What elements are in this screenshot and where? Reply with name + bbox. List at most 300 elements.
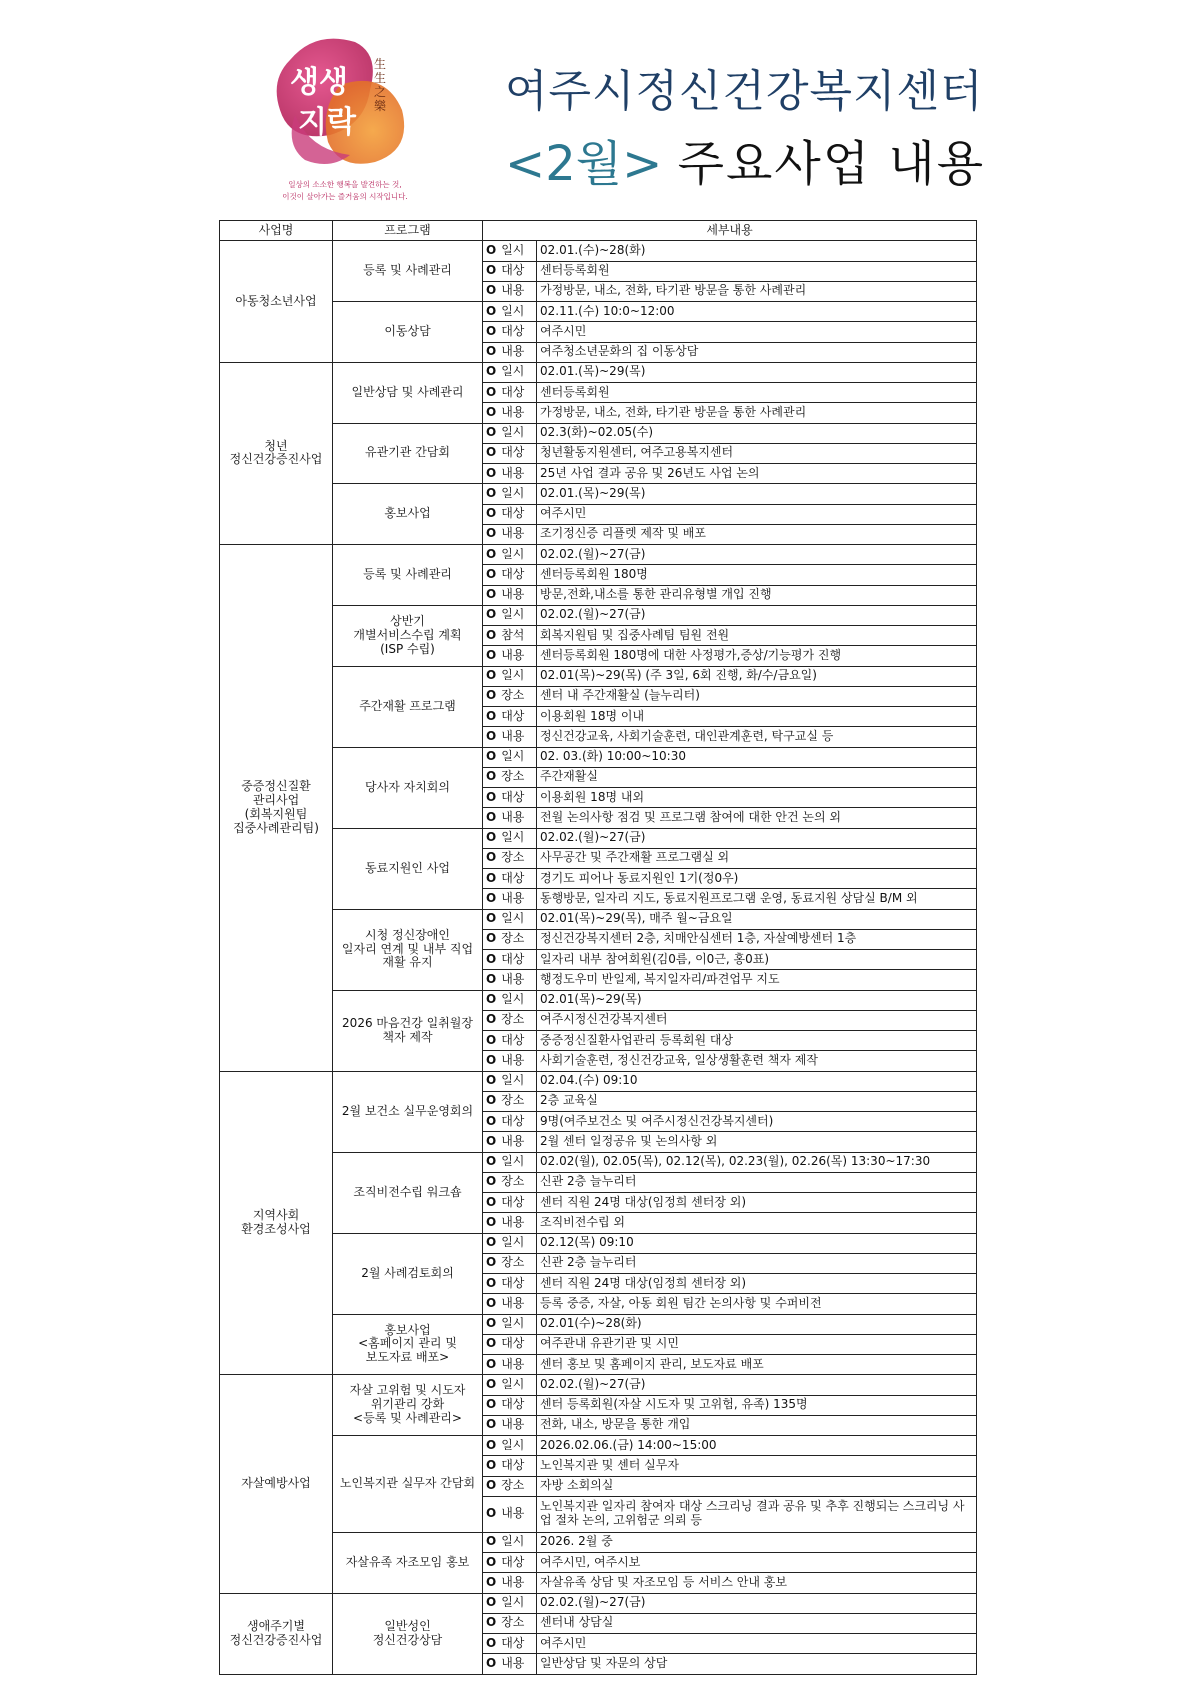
detail-label [483, 484, 537, 504]
detail-value: 자살유족 상담 및 자조모임 등 서비스 안내 홍보 [537, 1573, 977, 1593]
detail-value: 25년 사업 결과 공유 및 26년도 사업 논의 [537, 464, 977, 484]
detail-label-text: 일시 [501, 485, 525, 500]
bullet-circle: O [486, 425, 497, 440]
detail-value: 센터등록회원 [537, 383, 977, 403]
detail-label-text: 일시 [501, 830, 525, 845]
detail-value: 경기도 피어나 동료지원인 1기(정0우) [537, 869, 977, 889]
detail-label-text: 내용 [501, 890, 525, 905]
detail-value: 가정방문, 내소, 전화, 타기관 방문을 통한 사례관리 [537, 403, 977, 423]
detail-label [483, 828, 537, 848]
bullet-circle: O [486, 263, 497, 278]
program-name: 2월 사례검토회의 [333, 1233, 483, 1314]
detail-label [483, 342, 537, 362]
detail-label [483, 686, 537, 706]
table-row [220, 1532, 977, 1552]
bullet-circle: O [486, 607, 497, 622]
detail-label-text: 장소 [501, 688, 525, 703]
detail-label-text: 참석 [501, 627, 525, 642]
business-name: 생애주기별 정신건강증진사업 [220, 1593, 333, 1674]
detail-value: 02.3(화)~02.05(수) [537, 423, 977, 443]
detail-label-text: 대상 [501, 1275, 525, 1290]
detail-value: 2026.02.06.(금) 14:00~15:00 [537, 1436, 977, 1456]
detail-label [483, 565, 537, 585]
detail-value: 02.01(목)~29(목) (주 3일, 6회 진행, 화/수/금요일) [537, 666, 977, 686]
detail-label [483, 1395, 537, 1415]
detail-label-text: 대상 [501, 1194, 525, 1209]
table-row [220, 1314, 977, 1334]
bullet-circle: O [486, 850, 497, 865]
detail-value: 조직비전수립 외 [537, 1213, 977, 1233]
bullet-circle: O [486, 728, 497, 743]
detail-label-text: 대상 [501, 789, 525, 804]
logo-text-top: 생생 [290, 65, 348, 100]
detail-value: 사무공간 및 주간재활 프로그램실 외 [537, 848, 977, 868]
detail-label [483, 1593, 537, 1613]
detail-label-text: 장소 [501, 850, 525, 865]
bullet-circle: O [486, 1478, 497, 1493]
logo-tagline-1: 일상의 소소한 행복을 발견하는 것, [288, 180, 402, 189]
bullet-circle: O [486, 870, 497, 885]
detail-label [483, 808, 537, 828]
detail-value: 노인복지관 일자리 참여자 대상 스크리닝 결과 공유 및 추후 진행되는 스크리닝 사업 절차 논의, 고위험군 의뢰 등 [537, 1496, 977, 1532]
detail-label-text: 내용 [501, 1574, 525, 1589]
bullet-circle: O [486, 344, 497, 359]
program-name: 일반성인 정신건강상담 [333, 1593, 483, 1674]
detail-label [483, 1573, 537, 1593]
detail-label [483, 1031, 537, 1051]
bullet-circle: O [486, 1534, 497, 1549]
detail-label [483, 1172, 537, 1192]
detail-value: 2층 교육실 [537, 1091, 977, 1111]
program-table [219, 220, 977, 1675]
bullet-circle: O [486, 566, 497, 581]
detail-label [483, 1532, 537, 1552]
detail-label [483, 1233, 537, 1253]
bullet-circle: O [486, 506, 497, 521]
detail-value: 센터 홍보 및 홈페이지 관리, 보도자료 배포 [537, 1355, 977, 1375]
program-name: 홍보사업 [333, 484, 483, 545]
bullet-circle: O [486, 1417, 497, 1432]
detail-value: 02.01(수)~28(화) [537, 1314, 977, 1334]
table-row [220, 1071, 977, 1091]
detail-value: 02.01.(수)~28(화) [537, 241, 977, 261]
detail-label-text: 대상 [501, 1554, 525, 1569]
detail-label [483, 241, 537, 261]
detail-label-text: 장소 [501, 1012, 525, 1027]
program-name: 노인복지관 실무자 간담회 [333, 1436, 483, 1533]
detail-label-text: 내용 [501, 283, 525, 298]
detail-value: 조기정신증 리플렛 제작 및 배포 [537, 524, 977, 544]
table-row [220, 990, 977, 1010]
business-name: 청년 정신건강증진사업 [220, 362, 333, 544]
detail-label [483, 504, 537, 524]
detail-label-text: 일시 [501, 1235, 525, 1250]
detail-value: 여주시정신건강복지센터 [537, 1010, 977, 1030]
bullet-circle: O [486, 1275, 497, 1290]
detail-label-text: 내용 [501, 1295, 525, 1310]
detail-value: 센터등록회원 180명 [537, 565, 977, 585]
logo-graphic [270, 30, 420, 205]
detail-label [483, 1274, 537, 1294]
program-name: 2026 마음건강 일취월장 책자 제작 [333, 990, 483, 1071]
detail-value: 센터 직원 24명 대상(임정희 센터장 외) [537, 1193, 977, 1213]
detail-label [483, 1496, 537, 1532]
bullet-circle: O [486, 1595, 497, 1610]
program-name: 상반기 개별서비스수립 계획 (ISP 수립) [333, 605, 483, 666]
detail-label-text: 내용 [501, 1133, 525, 1148]
detail-label [483, 261, 537, 281]
table-row [220, 302, 977, 322]
table-row [220, 362, 977, 382]
detail-label [483, 1071, 537, 1091]
bullet-circle: O [486, 1554, 497, 1569]
table-header-row [220, 221, 977, 241]
detail-label [483, 929, 537, 949]
detail-value: 정신건강복지센터 2층, 치매안심센터 1층, 자살예방센터 1층 [537, 929, 977, 949]
detail-label [483, 626, 537, 646]
detail-label [483, 1334, 537, 1354]
detail-label-text: 대상 [501, 323, 525, 338]
detail-value: 9명(여주보건소 및 여주시정신건강복지센터) [537, 1112, 977, 1132]
bullet-circle: O [486, 587, 497, 602]
detail-label-text: 대상 [501, 263, 525, 278]
detail-label-text: 내용 [501, 404, 525, 419]
bullet-circle: O [486, 1194, 497, 1209]
bullet-circle: O [486, 1457, 497, 1472]
detail-value: 센터등록회원 [537, 261, 977, 281]
program-name: 자살유족 자조모임 홍보 [333, 1532, 483, 1593]
detail-value: 02.12(목) 09:10 [537, 1233, 977, 1253]
detail-label-text: 일시 [501, 911, 525, 926]
detail-label [483, 524, 537, 544]
bullet-circle: O [486, 1032, 497, 1047]
detail-label-text: 일시 [501, 749, 525, 764]
bullet-circle: O [486, 1073, 497, 1088]
detail-label-text: 일시 [501, 1073, 525, 1088]
table-row [220, 484, 977, 504]
detail-label-text: 대상 [501, 1397, 525, 1412]
bullet-circle: O [486, 1154, 497, 1169]
detail-label-text: 내용 [501, 465, 525, 480]
header-program: 프로그램 [333, 221, 483, 241]
detail-value: 2월 센터 일정공유 및 논의사항 외 [537, 1132, 977, 1152]
detail-value: 이용회원 18명 내외 [537, 788, 977, 808]
detail-label [483, 990, 537, 1010]
detail-label [483, 950, 537, 970]
bullet-circle: O [486, 1574, 497, 1589]
detail-label-text: 내용 [501, 526, 525, 541]
detail-label-text: 내용 [501, 1417, 525, 1432]
detail-value: 가정방문, 내소, 전화, 타기관 방문을 통한 사례관리 [537, 281, 977, 301]
bullet-circle: O [486, 911, 497, 926]
bullet-circle: O [486, 546, 497, 561]
detail-value: 방문,전화,내소를 통한 관리유형별 개입 진행 [537, 585, 977, 605]
bullet-circle: O [486, 1506, 497, 1521]
program-name: 시청 정신장애인 일자리 연계 및 내부 직업 재활 유지 [333, 909, 483, 990]
bullet-circle: O [486, 809, 497, 824]
table-row [220, 1593, 977, 1613]
detail-label-text: 내용 [501, 1655, 525, 1670]
detail-label [483, 1091, 537, 1111]
detail-value: 02.02.(월)~27(금) [537, 545, 977, 565]
detail-label [483, 1634, 537, 1654]
detail-value: 센터등록회원 180명에 대한 사정평가,증상/기능평가 진행 [537, 646, 977, 666]
detail-label [483, 848, 537, 868]
detail-label-text: 장소 [501, 931, 525, 946]
detail-label-text: 대상 [501, 384, 525, 399]
bullet-circle: O [486, 931, 497, 946]
detail-label [483, 1314, 537, 1334]
detail-value: 노인복지관 및 센터 실무자 [537, 1456, 977, 1476]
bullet-circle: O [486, 465, 497, 480]
bullet-circle: O [486, 1052, 497, 1067]
detail-label-text: 일시 [501, 1437, 525, 1452]
table-row [220, 545, 977, 565]
bullet-circle: O [486, 1113, 497, 1128]
bullet-circle: O [486, 1655, 497, 1670]
detail-label [483, 970, 537, 990]
detail-label [483, 1132, 537, 1152]
bullet-circle: O [486, 749, 497, 764]
detail-value: 여주시민, 여주시보 [537, 1553, 977, 1573]
detail-label-text: 내용 [501, 1506, 525, 1521]
bullet-circle: O [486, 1356, 497, 1371]
bullet-circle: O [486, 789, 497, 804]
logo-hanja: 生生之樂 [374, 57, 387, 113]
bullet-circle: O [486, 526, 497, 541]
detail-value: 02.02.(월)~27(금) [537, 1593, 977, 1613]
detail-value: 신관 2층 늘누리터 [537, 1172, 977, 1192]
business-name: 아동청소년사업 [220, 241, 333, 363]
detail-label [483, 545, 537, 565]
detail-label [483, 707, 537, 727]
detail-label [483, 605, 537, 625]
program-name: 주간재활 프로그램 [333, 666, 483, 747]
detail-value: 02.02.(월)~27(금) [537, 605, 977, 625]
detail-label [483, 1112, 537, 1132]
subtitle-text: 주요사업 내용 [677, 136, 986, 192]
detail-label-text: 일시 [501, 303, 525, 318]
program-name: 홍보사업 <홈페이지 관리 및 보도자료 배포> [333, 1314, 483, 1375]
detail-label-text: 장소 [501, 1255, 525, 1270]
table-row [220, 423, 977, 443]
bullet-circle: O [486, 688, 497, 703]
detail-value: 회복지원팀 및 집중사례팀 팀원 전원 [537, 626, 977, 646]
detail-label-text: 일시 [501, 1376, 525, 1391]
detail-value: 센터 직원 24명 대상(임정희 센터장 외) [537, 1274, 977, 1294]
detail-value: 02.02.(월)~27(금) [537, 1375, 977, 1395]
detail-label [483, 1476, 537, 1496]
table-row [220, 605, 977, 625]
detail-value: 02.01(목)~29(목) [537, 990, 977, 1010]
detail-label-text: 대상 [501, 1113, 525, 1128]
month-label: <2월> [505, 136, 663, 192]
detail-label-text: 대상 [501, 951, 525, 966]
detail-label [483, 1613, 537, 1633]
detail-label-text: 대상 [501, 1336, 525, 1351]
bullet-circle: O [486, 992, 497, 1007]
detail-label-text: 대상 [501, 870, 525, 885]
detail-value: 여주청소년문화의 집 이동상담 [537, 342, 977, 362]
table-row [220, 747, 977, 767]
bullet-circle: O [486, 1316, 497, 1331]
detail-label-text: 대상 [501, 445, 525, 460]
bullet-circle: O [486, 1376, 497, 1391]
table-row [220, 241, 977, 261]
bullet-circle: O [486, 708, 497, 723]
detail-label [483, 1436, 537, 1456]
program-name: 당사자 자치회의 [333, 747, 483, 828]
detail-label [483, 1294, 537, 1314]
detail-label [483, 403, 537, 423]
bullet-circle: O [486, 323, 497, 338]
detail-value: 중증정신질환사업관리 등록회원 대상 [537, 1031, 977, 1051]
bullet-circle: O [486, 1397, 497, 1412]
detail-label [483, 383, 537, 403]
detail-value: 02.11.(수) 10:0~12:00 [537, 302, 977, 322]
detail-label [483, 322, 537, 342]
detail-value: 정신건강교육, 사회기술훈련, 대인관계훈련, 탁구교실 등 [537, 727, 977, 747]
program-name: 이동상담 [333, 302, 483, 363]
detail-label [483, 869, 537, 889]
table-row [220, 828, 977, 848]
business-name: 자살예방사업 [220, 1375, 333, 1593]
detail-label-text: 내용 [501, 344, 525, 359]
detail-label-text: 일시 [501, 546, 525, 561]
detail-label [483, 464, 537, 484]
detail-value: 이용회원 18명 이내 [537, 707, 977, 727]
detail-label [483, 1152, 537, 1172]
bullet-circle: O [486, 769, 497, 784]
detail-label-text: 일시 [501, 364, 525, 379]
detail-value: 02.04.(수) 09:10 [537, 1071, 977, 1091]
detail-value: 02. 03.(화) 10:00~10:30 [537, 747, 977, 767]
program-name: 자살 고위험 및 시도자 위기관리 강화 <등록 및 사례관리> [333, 1375, 483, 1436]
detail-value: 동행방문, 일자리 지도, 동료지원프로그램 운영, 동료지원 상담실 B/M 외 [537, 889, 977, 909]
detail-label-text: 일시 [501, 1595, 525, 1610]
detail-label [483, 281, 537, 301]
detail-label [483, 1193, 537, 1213]
detail-label [483, 1010, 537, 1030]
detail-label [483, 1415, 537, 1435]
detail-label [483, 666, 537, 686]
bullet-circle: O [486, 1255, 497, 1270]
bullet-circle: O [486, 971, 497, 986]
detail-label-text: 일시 [501, 1316, 525, 1331]
detail-label [483, 767, 537, 787]
detail-value: 02.02(월), 02.05(목), 02.12(목), 02.23(월), 02.26(목) 13:30~17:30 [537, 1152, 977, 1172]
bullet-circle: O [486, 647, 497, 662]
bullet-circle: O [486, 1174, 497, 1189]
detail-value: 사회기술훈련, 정신건강교육, 일상생활훈련 책자 제작 [537, 1051, 977, 1071]
bullet-circle: O [486, 485, 497, 500]
detail-label [483, 1355, 537, 1375]
detail-value: 센터 내 주간재활실 (늘누리터) [537, 686, 977, 706]
bullet-circle: O [486, 668, 497, 683]
detail-value: 여주관내 유관기관 및 시민 [537, 1334, 977, 1354]
detail-value: 주간재활실 [537, 767, 977, 787]
page-title: 여주시정신건강복지센터 [505, 66, 984, 117]
bullet-circle: O [486, 1214, 497, 1229]
bullet-circle: O [486, 364, 497, 379]
detail-label [483, 788, 537, 808]
detail-value: 02.01.(목)~29(목) [537, 484, 977, 504]
detail-label [483, 1456, 537, 1476]
table-row [220, 666, 977, 686]
table-row [220, 1375, 977, 1395]
bullet-circle: O [486, 384, 497, 399]
program-name: 2월 보건소 실무운영회의 [333, 1071, 483, 1152]
detail-label-text: 대상 [501, 708, 525, 723]
detail-label-text: 장소 [501, 1615, 525, 1630]
detail-label-text: 장소 [501, 1093, 525, 1108]
bullet-circle: O [486, 404, 497, 419]
bullet-circle: O [486, 1012, 497, 1027]
bullet-circle: O [486, 1615, 497, 1630]
detail-label [483, 727, 537, 747]
table-row [220, 1233, 977, 1253]
bullet-circle: O [486, 445, 497, 460]
detail-value: 등록 중증, 자살, 아동 회원 팀간 논의사항 및 수퍼비전 [537, 1294, 977, 1314]
logo-tagline-2: 이것이 살아가는 즐거움의 시작입니다. [282, 192, 408, 201]
table-row [220, 909, 977, 929]
bullet-circle: O [486, 951, 497, 966]
detail-label-text: 장소 [501, 1478, 525, 1493]
logo [270, 30, 420, 205]
detail-label [483, 1375, 537, 1395]
detail-label [483, 1253, 537, 1273]
detail-label [483, 302, 537, 322]
detail-value: 행정도우미 반일제, 복지일자리/파견업무 지도 [537, 970, 977, 990]
detail-value: 2026. 2월 중 [537, 1532, 977, 1552]
detail-label [483, 1553, 537, 1573]
program-name: 유관기관 간담회 [333, 423, 483, 484]
detail-label-text: 내용 [501, 587, 525, 602]
detail-value: 일자리 내부 참여회원(김0름, 이0근, 홍0표) [537, 950, 977, 970]
detail-label-text: 대상 [501, 566, 525, 581]
program-name: 동료지원인 사업 [333, 828, 483, 909]
bullet-circle: O [486, 242, 497, 257]
bullet-circle: O [486, 1133, 497, 1148]
detail-label-text: 일시 [501, 1534, 525, 1549]
detail-value: 전월 논의사항 점검 및 프로그램 참여에 대한 안건 논의 외 [537, 808, 977, 828]
detail-value: 청년활동지원센터, 여주고용복지센터 [537, 443, 977, 463]
program-name: 일반상담 및 사례관리 [333, 362, 483, 423]
detail-label-text: 내용 [501, 1052, 525, 1067]
detail-value: 여주시민 [537, 504, 977, 524]
detail-label-text: 내용 [501, 809, 525, 824]
bullet-circle: O [486, 1336, 497, 1351]
detail-label-text: 내용 [501, 647, 525, 662]
program-name: 등록 및 사례관리 [333, 241, 483, 302]
logo-text-bottom: 지락 [298, 105, 356, 140]
detail-label [483, 747, 537, 767]
detail-label-text: 일시 [501, 242, 525, 257]
detail-label-text: 장소 [501, 1174, 525, 1189]
detail-label-text: 내용 [501, 1214, 525, 1229]
detail-label [483, 1051, 537, 1071]
bullet-circle: O [486, 303, 497, 318]
table-row [220, 1152, 977, 1172]
detail-value: 02.01(목)~29(목), 매주 월~금요일 [537, 909, 977, 929]
table-row [220, 1436, 977, 1456]
detail-label [483, 646, 537, 666]
bullet-circle: O [486, 1635, 497, 1650]
detail-value: 일반상담 및 자문의 상담 [537, 1654, 977, 1674]
detail-label [483, 443, 537, 463]
detail-value: 신관 2층 늘누리터 [537, 1253, 977, 1273]
detail-value: 센터 등록회원(자살 시도자 및 고위험, 유족) 135명 [537, 1395, 977, 1415]
